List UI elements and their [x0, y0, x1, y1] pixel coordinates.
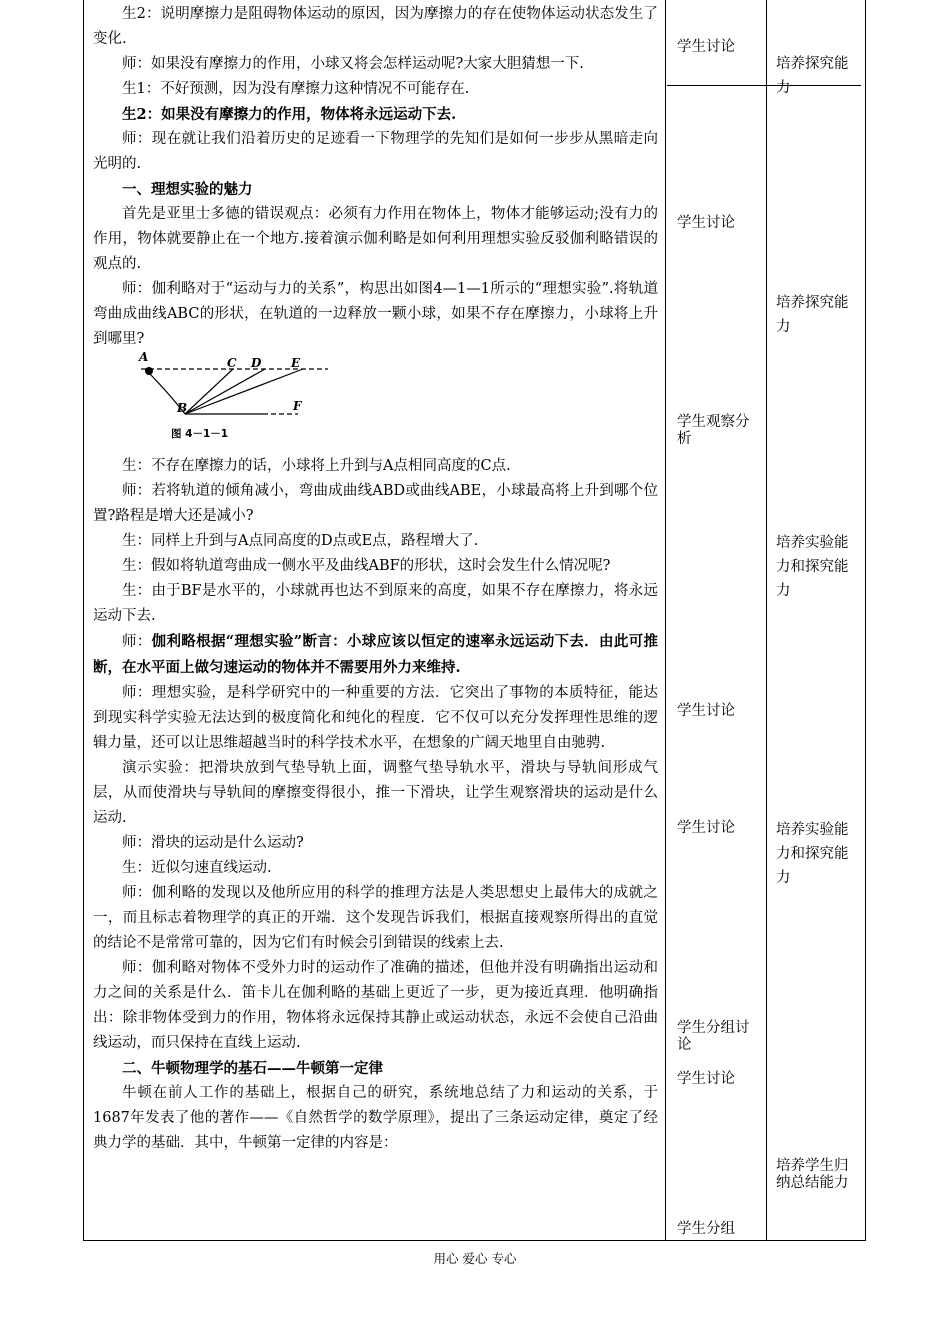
speaker-prefix: 师：: [122, 634, 152, 650]
paragraph: 师：伽利略对于“运动与力的关系”，构思出如图4—1—1所示的“理想实验”.将轨道弯曲成曲线ABC的形状，在轨道的一边释放一颗小球，如果不存在摩擦力，小球将上升到哪里?: [93, 281, 658, 347]
activity-note: 学生讨论: [677, 39, 735, 55]
objective-note: 培养实验能力和探究能力: [776, 822, 849, 886]
paragraph: 演示实验：把滑块放到气垫导轨上面，调整气垫导轨水平，滑块与导轨间形成气层，从而使滑块与导轨间的摩擦变得很小，推一下滑块，让学生观察滑块的运动是什么运动.: [93, 760, 658, 826]
ideal-experiment-figure: [93, 352, 658, 454]
activity-note: 学生分组讨论: [677, 1020, 750, 1053]
lesson-content: [93, 2, 658, 1156]
paragraph: 首先是亚里士多德的错误观点：必须有力作用在物体上，物体才能够运动;没有力的作用，物体就要静止在一个地方.接着演示伽利略是如何利用理想实验反驳伽利略错误的观点的.: [93, 206, 658, 272]
figure-label: D: [251, 356, 262, 370]
paragraph: 生2：说明摩擦力是阻碍物体运动的原因，因为摩擦力的存在使物体运动状态发生了变化.: [93, 6, 658, 47]
paragraph: 师：若将轨道的倾角减小，弯曲成曲线ABD或曲线ABE，小球最高将上升到哪个位置?路程是增大还是减小?: [93, 483, 658, 524]
figure-label: A: [139, 352, 149, 364]
figure-label: F: [293, 399, 302, 413]
paragraph: 生：同样上升到与A点同高度的D点或E点，路程增大了.: [122, 533, 479, 549]
paragraph: 生：由于BF是水平的，小球就再也达不到原来的高度，如果不存在摩擦力，将永远运动下去.: [93, 583, 658, 624]
figure-label: E: [291, 356, 301, 370]
figure-label: C: [227, 356, 237, 370]
section-heading: 二、牛顿物理学的基石——牛顿第一定律: [122, 1060, 383, 1077]
paragraph: [93, 629, 658, 681]
activity-note: 学生讨论: [677, 820, 735, 836]
paragraph: 师：如果没有摩擦力的作用，小球又将会怎样运动呢?大家大胆猜想一下.: [122, 56, 584, 72]
column-divider: [766, 0, 767, 1241]
objective-note: 培养探究能力: [776, 56, 849, 96]
objective-note: 培养实验能力和探究能力: [776, 535, 849, 599]
objective-note: 培养探究能力: [776, 295, 849, 335]
paragraph: 师：滑块的运动是什么运动?: [122, 835, 304, 851]
paragraph: 生1：不好预测，因为没有摩擦力这种情况不可能存在.: [122, 81, 470, 97]
page-footer: 用心 爱心 专心: [433, 1251, 517, 1266]
bold-text: 伽利略根据“理想实验”断言：小球应该以恒定的速率永远运动下去．由此可推断，在水平面上做匀速运动的物体并不需要用外力来维持.: [93, 633, 658, 676]
figure-label: B: [177, 401, 188, 415]
activity-note: 学生观察分析: [677, 414, 750, 447]
activity-note: 学生分组: [677, 1221, 735, 1237]
activity-note: 学生讨论: [677, 1071, 735, 1087]
paragraph: 生：近似匀速直线运动.: [122, 860, 272, 876]
section-heading: 一、理想实验的魅力: [122, 181, 253, 198]
paragraph: 生：假如将轨道弯曲成一侧水平及曲线ABF的形状，这时会发生什么情况呢?: [122, 558, 611, 574]
paragraph: 生2：如果没有摩擦力的作用，物体将永远运动下去.: [122, 106, 457, 123]
paragraph: 师：伽利略的发现以及他所应用的科学的推理方法是人类思想史上最伟大的成就之一，而且标志着物理学的真正的开端．这个发现告诉我们，根据直接观察所得出的直觉的结论不是常常可靠的，因为它们有时候会引到错误的线索上去.: [93, 885, 658, 951]
paragraph: 牛顿在前人工作的基础上，根据自己的研究，系统地总结了力和运动的关系，于1687年发表了他的著作——《自然哲学的数学原理》，提出了三条运动定律，奠定了经典力学的基础．其中，牛顿第一定律的内容是：: [93, 1085, 658, 1151]
figure-caption: 图 4－1－1: [171, 428, 229, 440]
activity-note: 学生讨论: [677, 215, 735, 231]
paragraph: 师：伽利略对物体不受外力时的运动作了准确的描述，但他并没有明确指出运动和力之间的关系是什么．笛卡儿在伽利略的基础上更近了一步，更为接近真理．他明确指出：除非物体受到力的作用，物体将永远保持其静止或运动状态，永远不会使自己沿曲线运动，而只保持在直线上运动.: [93, 960, 658, 1051]
objective-note: 培养学生归纳总结能力: [776, 1158, 849, 1191]
activity-note: 学生讨论: [677, 703, 735, 719]
paragraph: 师：理想实验，是科学研究中的一种重要的方法．它突出了事物的本质特征，能达到现实科学实验无法达到的极度简化和纯化的程度．它不仅可以充分发挥理性思维的逻辑力量，还可以让思维超越当时的科学技术水平，在想象的广阔天地里自由驰骋.: [93, 685, 658, 751]
paragraph: 师：现在就让我们沿着历史的足迹看一下物理学的先知们是如何一步步从黑暗走向光明的.: [93, 131, 658, 172]
paragraph: 生：不存在摩擦力的话，小球将上升到与A点相同高度的C点.: [122, 458, 511, 474]
column-divider: [665, 0, 666, 1241]
